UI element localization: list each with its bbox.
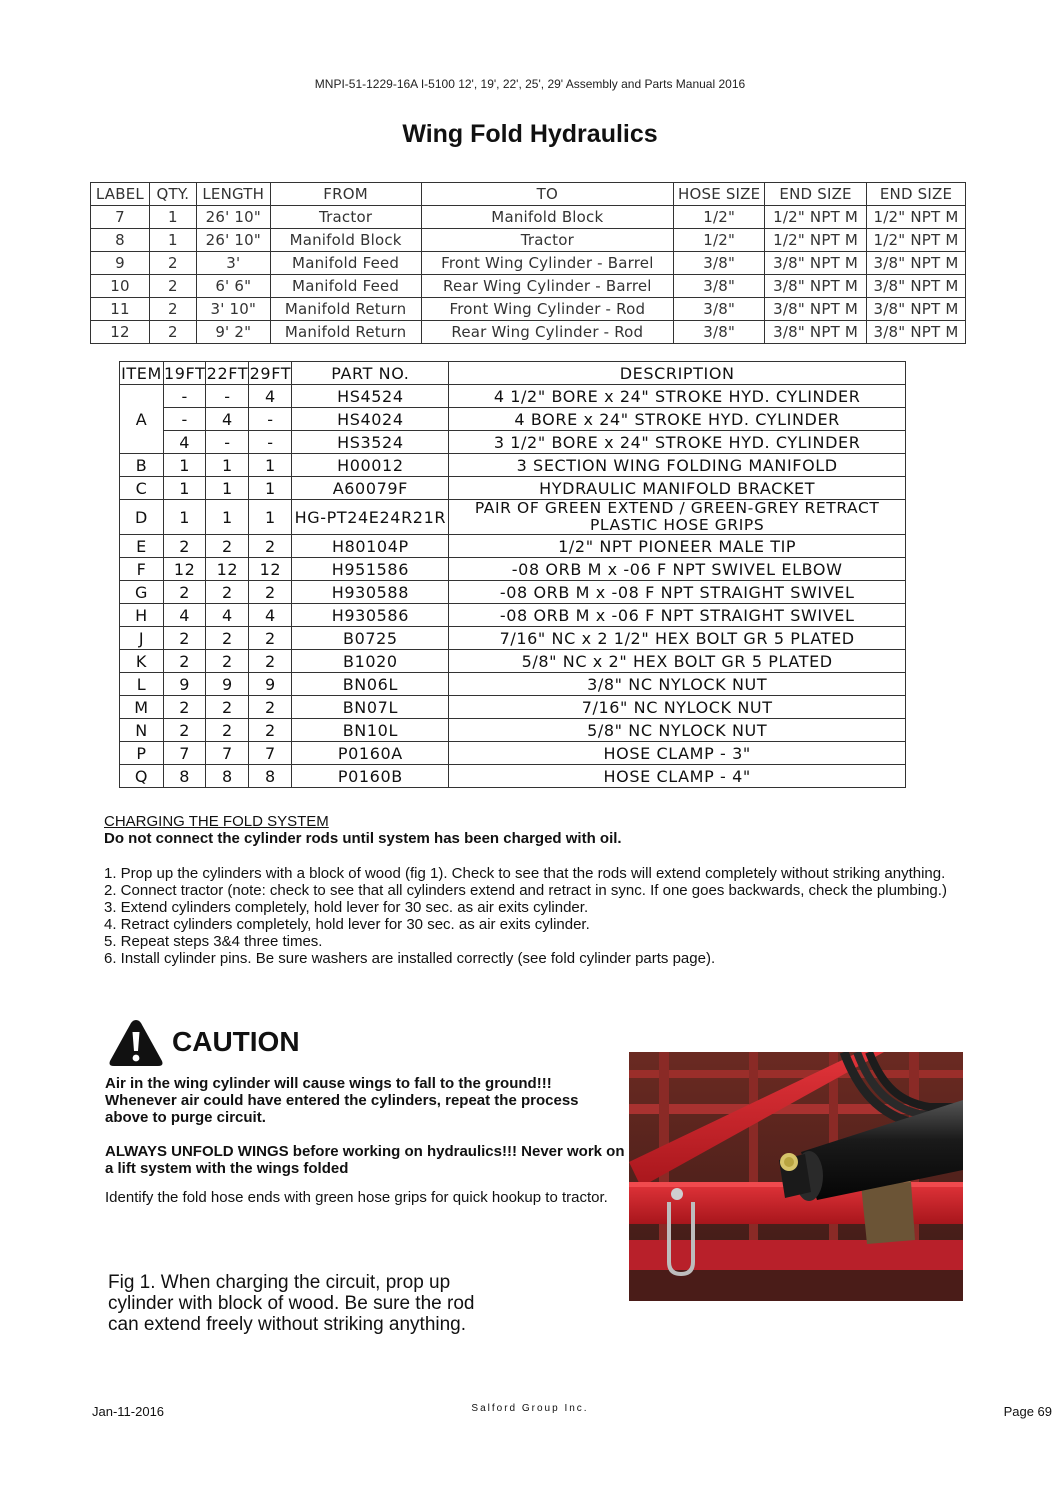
table-cell: 2 xyxy=(163,719,205,742)
table-cell: 3/8" NPT M xyxy=(765,252,867,275)
table-cell: 1 xyxy=(163,454,205,477)
parts-table-header xyxy=(120,362,906,385)
table-cell: 8 xyxy=(206,765,249,788)
table-cell: 9 xyxy=(163,673,205,696)
table-cell: 1 xyxy=(206,454,249,477)
table-cell: 8 xyxy=(163,765,205,788)
table-cell: 5/8" NC NYLOCK NUT xyxy=(449,719,906,742)
table-cell: H00012 xyxy=(292,454,449,477)
table-row xyxy=(120,719,906,742)
table-cell: 2 xyxy=(163,627,205,650)
item-cell: P xyxy=(120,742,164,765)
item-cell: L xyxy=(120,673,164,696)
table-row xyxy=(91,321,966,344)
footer-page-number: Page 69 xyxy=(1003,1404,1052,1419)
table-cell: 1 xyxy=(249,454,292,477)
table-cell: Manifold Feed xyxy=(270,252,421,275)
table-cell: HS4524 xyxy=(292,385,449,408)
table-cell: A60079F xyxy=(292,477,449,500)
table-cell: P0160A xyxy=(292,742,449,765)
table-cell: 7 xyxy=(249,742,292,765)
table-cell: 3/8" NPT M xyxy=(765,321,867,344)
table-cell: 2 xyxy=(249,535,292,558)
table-cell: 3/8" NPT M xyxy=(867,275,966,298)
table-cell: 2 xyxy=(149,252,196,275)
header-cell: PART NO. xyxy=(292,362,449,385)
table-cell: 5/8" NC x 2" HEX BOLT GR 5 PLATED xyxy=(449,650,906,673)
step-item: 1. Prop up the cylinders with a block of wood (fig 1). Check to see that the rods will extend completely without striking anything. xyxy=(104,865,946,882)
table-row xyxy=(120,650,906,673)
table-cell: 12 xyxy=(206,558,249,581)
table-cell: Manifold Return xyxy=(270,321,421,344)
table-cell: Manifold Return xyxy=(270,298,421,321)
table-cell: B0725 xyxy=(292,627,449,650)
table-cell: 2 xyxy=(206,581,249,604)
table-cell: 9' 2" xyxy=(196,321,270,344)
item-cell: E xyxy=(120,535,164,558)
table-cell: 3/8" xyxy=(674,298,765,321)
table-cell: BN06L xyxy=(292,673,449,696)
table-cell: Rear Wing Cylinder - Barrel xyxy=(421,275,674,298)
table-cell: - xyxy=(163,408,205,431)
table-cell: - xyxy=(163,385,205,408)
table-row xyxy=(120,500,906,535)
header-cell: TO xyxy=(421,183,674,206)
header-cell: 22FT xyxy=(206,363,249,383)
parts-table xyxy=(119,361,906,788)
table-cell: 1 xyxy=(149,206,196,229)
table-cell: 7 xyxy=(91,206,150,229)
step-item: 5. Repeat steps 3&4 three times. xyxy=(104,933,323,950)
table-cell: 3 SECTION WING FOLDING MANIFOLD xyxy=(449,454,906,477)
table-cell: 3/8" NPT M xyxy=(765,298,867,321)
table-row xyxy=(91,298,966,321)
table-row xyxy=(120,408,906,431)
table-cell: 8 xyxy=(91,229,150,252)
footer-company: Salford Group Inc. xyxy=(471,1403,589,1414)
table-row xyxy=(120,581,906,604)
table-cell: -08 ORB M x -06 F NPT STRAIGHT SWIVEL xyxy=(449,604,906,627)
table-cell: 3' 10" xyxy=(196,298,270,321)
table-cell: 9 xyxy=(249,673,292,696)
table-cell: 12 xyxy=(249,558,292,581)
table-cell: Manifold Block xyxy=(270,229,421,252)
table-cell: 1 xyxy=(206,477,249,500)
page-title: Wing Fold Hydraulics xyxy=(402,120,658,148)
table-row xyxy=(120,742,906,765)
table-cell: 12 xyxy=(163,558,205,581)
table-cell: 1/2" NPT PIONEER MALE TIP xyxy=(449,535,906,558)
header-cell: 29FT xyxy=(249,363,292,383)
table-cell: 3/8" xyxy=(674,275,765,298)
table-cell: HOSE CLAMP - 4" xyxy=(449,765,906,788)
table-cell: 26' 10" xyxy=(196,229,270,252)
table-row xyxy=(120,604,906,627)
table-cell: 1 xyxy=(206,500,249,535)
item-cell: J xyxy=(120,627,164,650)
table-cell: B1020 xyxy=(292,650,449,673)
table-cell: 1/2" NPT M xyxy=(765,206,867,229)
table-cell: BN10L xyxy=(292,719,449,742)
table-cell: 2 xyxy=(249,696,292,719)
table-cell: 3' xyxy=(196,252,270,275)
table-cell: 11 xyxy=(91,298,150,321)
table-cell: 3/8" NPT M xyxy=(867,298,966,321)
table-cell: HS4024 xyxy=(292,408,449,431)
table-cell: 10 xyxy=(91,275,150,298)
warning-triangle-icon xyxy=(108,1018,164,1068)
table-cell: 1 xyxy=(149,229,196,252)
item-cell: D xyxy=(120,500,164,535)
item-cell: H xyxy=(120,604,164,627)
caution-notes xyxy=(105,1075,625,1206)
table-cell: 2 xyxy=(149,275,196,298)
table-cell: 1 xyxy=(249,477,292,500)
table-cell: 12 xyxy=(91,321,150,344)
table-cell: 3/8" xyxy=(674,321,765,344)
table-cell: - xyxy=(206,431,249,454)
item-cell: F xyxy=(120,558,164,581)
table-cell: 4 xyxy=(206,604,249,627)
table-cell: H951586 xyxy=(292,558,449,581)
manual-header: MNPI-51-1229-16A I-5100 12', 19', 22', 25', 29' Assembly and Parts Manual 2016 xyxy=(314,77,746,91)
table-row xyxy=(120,558,906,581)
table-cell: HYDRAULIC MANIFOLD BRACKET xyxy=(449,477,906,500)
table-cell: 9 xyxy=(206,673,249,696)
table-cell: -08 ORB M x -06 F NPT SWIVEL ELBOW xyxy=(449,558,906,581)
table-cell: 2 xyxy=(249,719,292,742)
table-row xyxy=(120,696,906,719)
table-cell: 2 xyxy=(163,535,205,558)
table-cell: HS3524 xyxy=(292,431,449,454)
table-cell: Rear Wing Cylinder - Rod xyxy=(421,321,674,344)
table-row xyxy=(120,431,906,454)
table-cell: 2 xyxy=(163,581,205,604)
table-cell: 2 xyxy=(149,298,196,321)
table-cell: 1 xyxy=(163,500,205,535)
table-cell: H80104P xyxy=(292,535,449,558)
table-cell: 2 xyxy=(163,650,205,673)
table-cell: 4 xyxy=(163,604,205,627)
table-cell: 26' 10" xyxy=(196,206,270,229)
item-cell: M xyxy=(120,696,164,719)
table-cell: 2 xyxy=(206,696,249,719)
table-cell: 2 xyxy=(249,627,292,650)
caution-banner xyxy=(108,1018,428,1068)
table-cell: Front Wing Cylinder - Rod xyxy=(421,298,674,321)
table-row xyxy=(91,252,966,275)
table-cell: 3/8" NPT M xyxy=(765,275,867,298)
table-cell: 2 xyxy=(206,627,249,650)
header-cell: HOSE SIZE xyxy=(674,183,765,206)
table-cell: - xyxy=(249,431,292,454)
table-cell: 2 xyxy=(149,321,196,344)
header-cell: ITEM xyxy=(121,363,162,383)
caution-text-identify: Identify the fold hose ends with green hose grips for quick hookup to tractor. xyxy=(105,1189,608,1206)
caution-text-air: Air in the wing cylinder will cause wings to fall to the ground!!! Whenever air could have entered the cylinders, repeat the process above to purge circuit. xyxy=(105,1075,579,1126)
hose-table-header xyxy=(91,183,966,206)
table-row xyxy=(120,535,906,558)
table-cell: 4 BORE x 24" STROKE HYD. CYLINDER xyxy=(449,408,906,431)
table-cell: 1 xyxy=(163,477,205,500)
item-cell: C xyxy=(120,477,164,500)
table-cell: - xyxy=(206,385,249,408)
table-cell: 9 xyxy=(91,252,150,275)
table-cell: Front Wing Cylinder - Barrel xyxy=(421,252,674,275)
table-cell: 6' 6" xyxy=(196,275,270,298)
table-cell: 1/2" xyxy=(674,229,765,252)
table-cell: 1/2" NPT M xyxy=(867,229,966,252)
table-cell: Manifold Feed xyxy=(270,275,421,298)
table-cell: 3/8" NPT M xyxy=(867,252,966,275)
table-cell: Tractor xyxy=(270,206,421,229)
table-cell: Tractor xyxy=(421,229,674,252)
item-cell: B xyxy=(120,454,164,477)
table-cell: 2 xyxy=(249,650,292,673)
header-cell: END SIZE xyxy=(765,183,867,206)
table-row xyxy=(91,206,966,229)
table-cell: 7/16" NC NYLOCK NUT xyxy=(449,696,906,719)
header-cell: 19FT xyxy=(163,363,206,383)
table-cell: 1 xyxy=(249,500,292,535)
table-cell: 4 xyxy=(249,385,292,408)
table-cell: 7 xyxy=(163,742,205,765)
hose-table xyxy=(90,182,966,344)
header-cell: LENGTH xyxy=(196,183,270,206)
table-row xyxy=(120,765,906,788)
table-cell: P0160B xyxy=(292,765,449,788)
table-row xyxy=(120,477,906,500)
charging-warning: Do not connect the cylinder rods until system has been charged with oil. xyxy=(104,830,622,847)
table-cell: 2 xyxy=(206,719,249,742)
header-cell: DESCRIPTION xyxy=(449,362,906,385)
table-cell: Manifold Block xyxy=(421,206,674,229)
table-cell: 1/2" xyxy=(674,206,765,229)
table-cell: PAIR OF GREEN EXTEND / GREEN-GREY RETRACT PLASTIC HOSE GRIPS xyxy=(449,500,906,535)
charging-steps xyxy=(104,865,954,967)
table-cell: -08 ORB M x -08 F NPT STRAIGHT SWIVEL xyxy=(449,581,906,604)
table-cell: 2 xyxy=(249,581,292,604)
table-row xyxy=(120,673,906,696)
table-cell: 2 xyxy=(163,696,205,719)
table-cell: HOSE CLAMP - 3" xyxy=(449,742,906,765)
header-cell: LABEL xyxy=(91,183,150,206)
step-item: 6. Install cylinder pins. Be sure washers are installed correctly (see fold cylinder parts page). xyxy=(104,950,716,967)
table-cell: 7/16" NC x 2 1/2" HEX BOLT GR 5 PLATED xyxy=(449,627,906,650)
caution-text-unfold: ALWAYS UNFOLD WINGS before working on hydraulics!!! Never work on a lift system with the wings folded xyxy=(105,1143,625,1177)
table-row xyxy=(91,275,966,298)
item-cell: Q xyxy=(120,765,164,788)
table-cell: 1/2" NPT M xyxy=(765,229,867,252)
table-cell: 8 xyxy=(249,765,292,788)
item-cell: G xyxy=(120,581,164,604)
table-cell: 3/8" xyxy=(674,252,765,275)
table-row xyxy=(120,385,906,408)
header-cell: QTY. xyxy=(149,183,196,206)
table-cell: 2 xyxy=(206,535,249,558)
table-cell: 3/8" NPT M xyxy=(867,321,966,344)
table-cell: 4 xyxy=(163,431,205,454)
table-cell: 2 xyxy=(206,650,249,673)
table-cell: 3/8" NC NYLOCK NUT xyxy=(449,673,906,696)
table-cell: 7 xyxy=(206,742,249,765)
item-cell: N xyxy=(120,719,164,742)
item-cell: A xyxy=(120,385,164,454)
step-item: 4. Retract cylinders completely, hold lever for 30 sec. as air exits cylinder. xyxy=(104,916,590,933)
table-row xyxy=(120,454,906,477)
step-item: 3. Extend cylinders completely, hold lever for 30 sec. as air exits cylinder. xyxy=(104,899,589,916)
header-cell: END SIZE xyxy=(867,183,966,206)
table-cell: H930586 xyxy=(292,604,449,627)
table-cell: 1/2" NPT M xyxy=(867,206,966,229)
step-item: 2. Connect tractor (note: check to see that all cylinders extend and retract in sync. If one goes backwards, check the plumbing.) xyxy=(104,882,947,899)
cylinder-photo xyxy=(629,1052,963,1301)
table-row xyxy=(91,229,966,252)
table-cell: HG-PT24E24R21R xyxy=(292,500,449,535)
caution-label: CAUTION xyxy=(172,1026,300,1057)
figure-caption: Fig 1. When charging the circuit, prop up cylinder with block of wood. Be sure the rod can extend freely without striking anything. xyxy=(108,1272,475,1335)
table-row xyxy=(120,627,906,650)
cylinder-photo-illustration xyxy=(629,1052,963,1301)
item-cell: K xyxy=(120,650,164,673)
table-cell: H930588 xyxy=(292,581,449,604)
table-cell: 4 xyxy=(249,604,292,627)
footer-date: Jan-11-2016 xyxy=(92,1404,165,1419)
table-cell: 3 1/2" BORE x 24" STROKE HYD. CYLINDER xyxy=(449,431,906,454)
table-cell: BN07L xyxy=(292,696,449,719)
table-cell: - xyxy=(249,408,292,431)
charging-heading: CHARGING THE FOLD SYSTEM xyxy=(104,813,329,830)
header-cell: FROM xyxy=(270,183,421,206)
table-cell: 4 xyxy=(206,408,249,431)
table-cell: 4 1/2" BORE x 24" STROKE HYD. CYLINDER xyxy=(449,385,906,408)
